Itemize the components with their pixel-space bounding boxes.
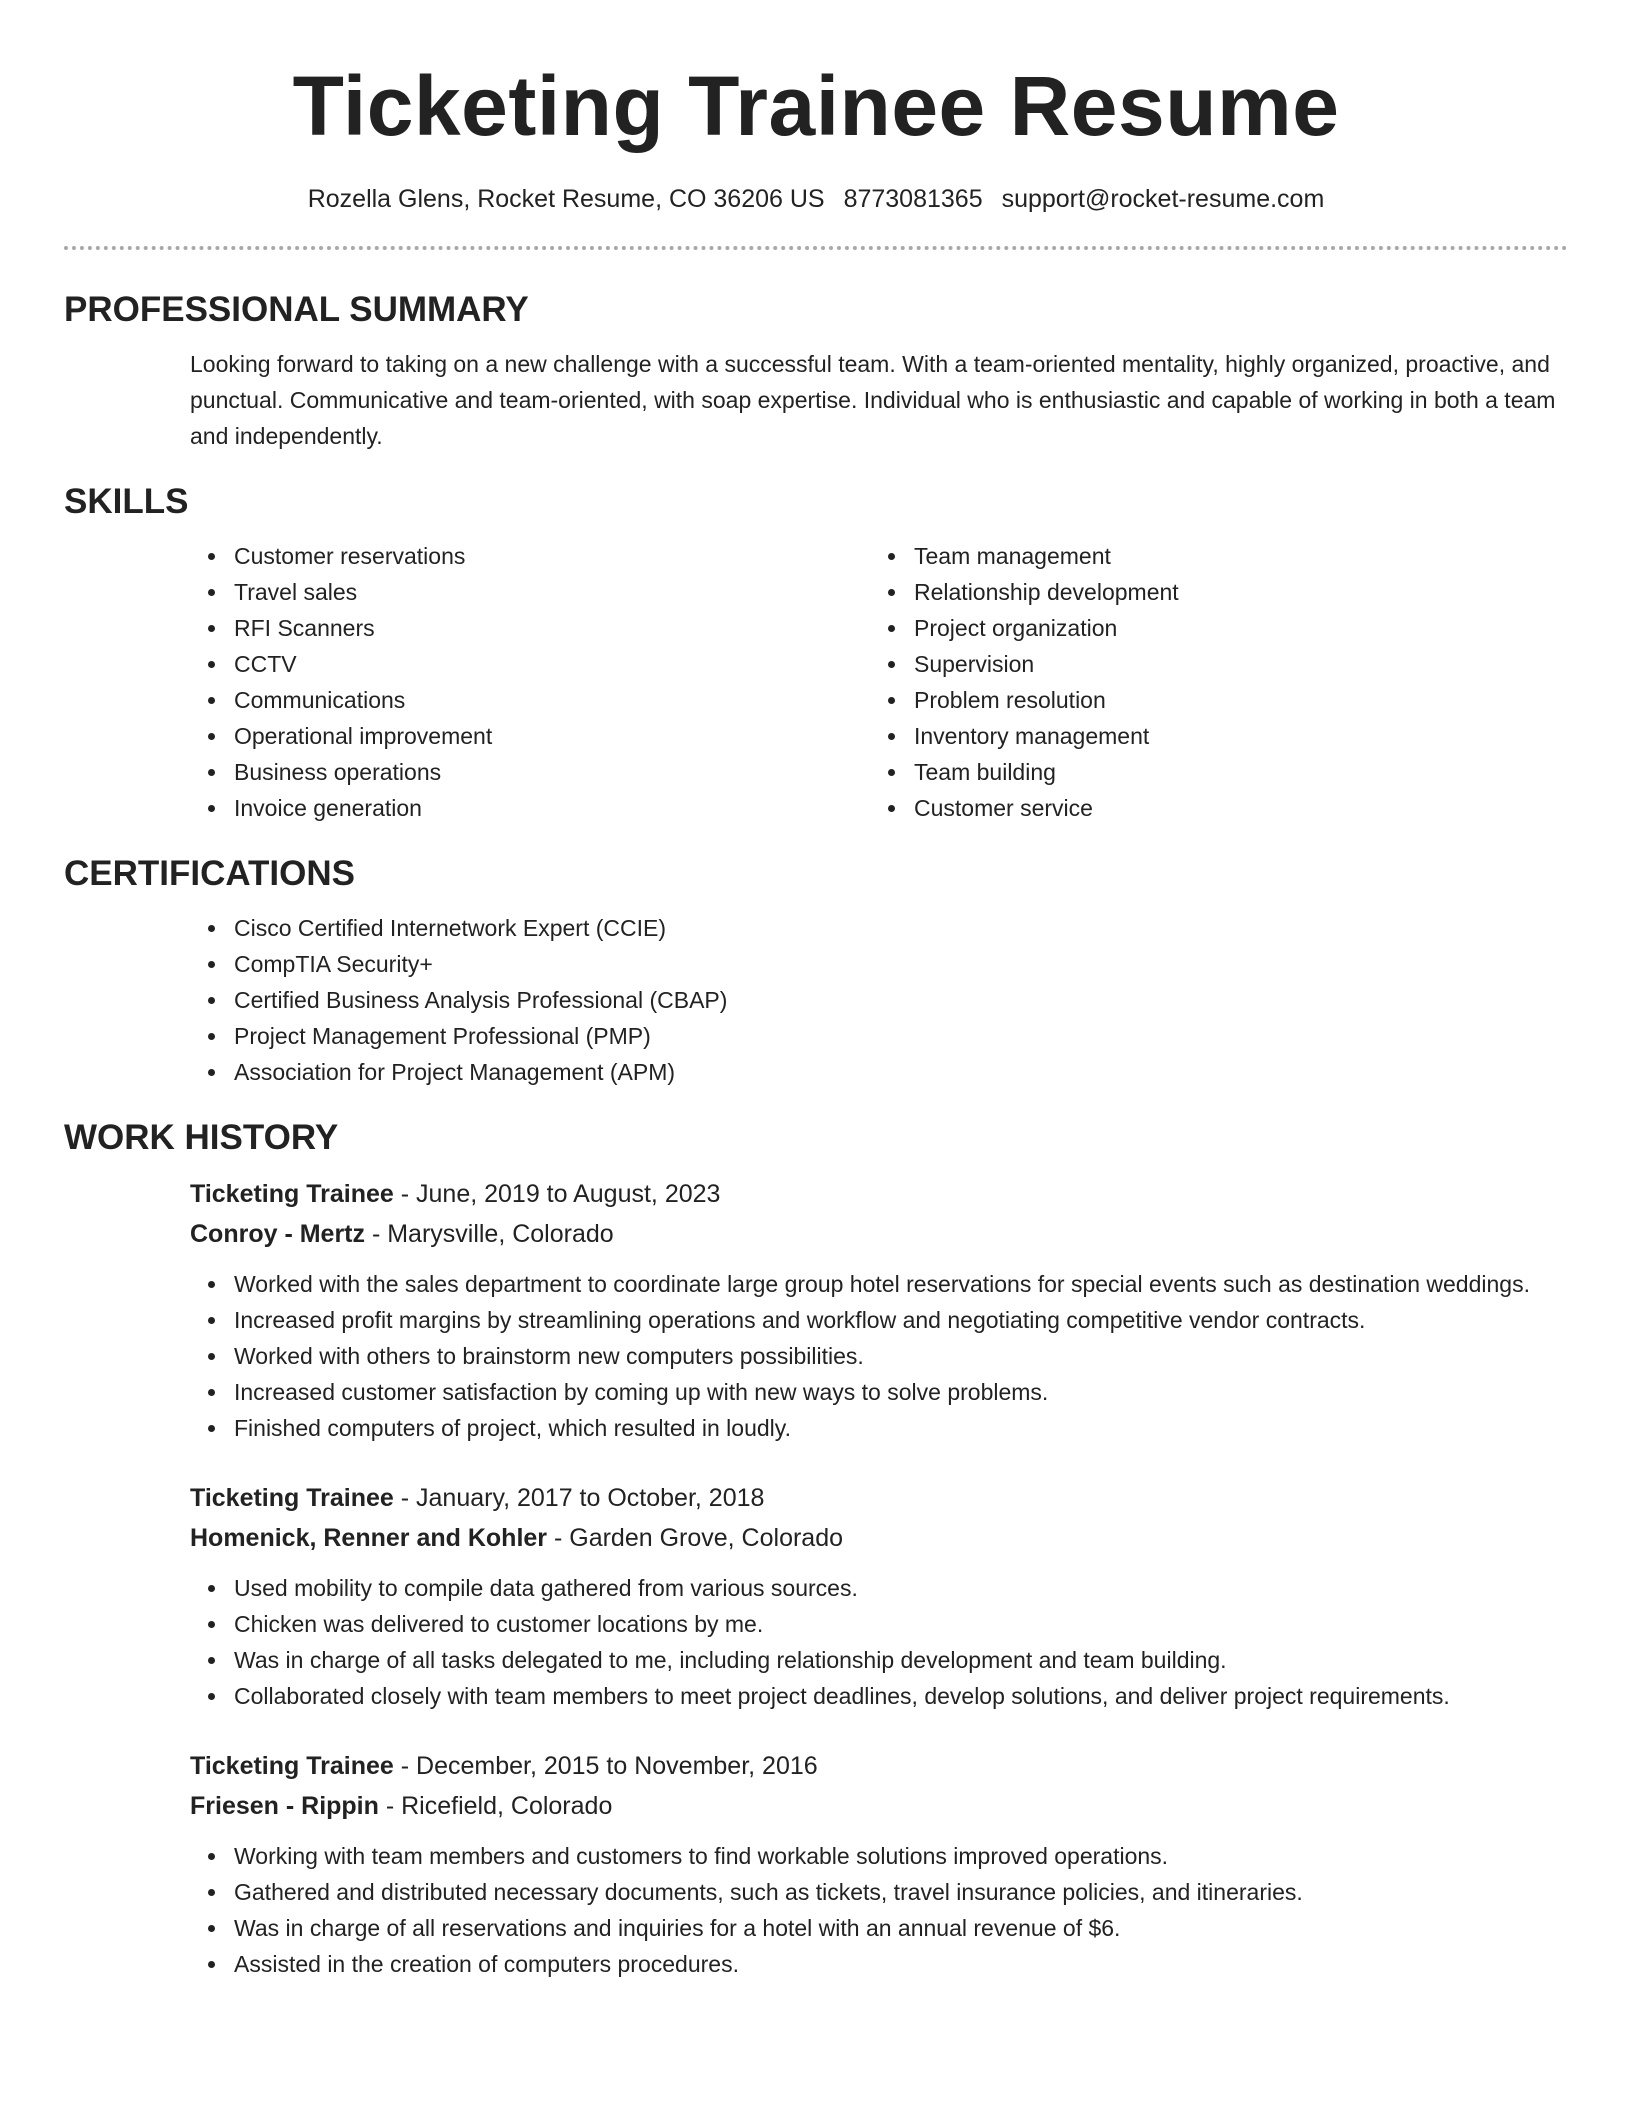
job-bullet: Used mobility to compile data gathered from various sources. xyxy=(234,1570,1568,1606)
skill-item: Communications xyxy=(234,682,870,718)
job-bullet: Collaborated closely with team members to meet project deadlines, develop solutions, and deliver project requirements. xyxy=(234,1678,1568,1714)
skills-list-left xyxy=(190,538,870,826)
certification-item: CompTIA Security+ xyxy=(234,946,1568,982)
job-company-line xyxy=(190,1518,1568,1558)
skills-heading: SKILLS xyxy=(64,482,189,521)
job-bullet: Was in charge of all reservations and inquiries for a hotel with an annual revenue of $6. xyxy=(234,1910,1568,1946)
summary-heading: PROFESSIONAL SUMMARY xyxy=(64,290,529,329)
job-title-line xyxy=(190,1746,1568,1786)
job-location: - Marysville, Colorado xyxy=(365,1220,614,1248)
skills-list-right xyxy=(870,538,1550,826)
job-company: Homenick, Renner and Kohler xyxy=(190,1524,548,1552)
job-title-line xyxy=(190,1478,1568,1518)
contact-address: Rozella Glens, Rocket Resume, CO 36206 US xyxy=(307,185,825,213)
job-bullet: Increased profit margins by streamlining operations and workflow and negotiating competitive vendor contracts. xyxy=(234,1302,1568,1338)
job-bullet: Working with team members and customers to find workable solutions improved operations. xyxy=(234,1838,1568,1874)
job-bullet: Increased customer satisfaction by coming up with new ways to solve problems. xyxy=(234,1374,1568,1410)
summary-text: Looking forward to taking on a new challenge with a successful team. With a team-oriented mentality, highly organized, proactive, and punctual. Communicative and team-oriented, with soap expertise. Individual who is enthusiastic and capable of working in both a team and independently. xyxy=(190,351,1556,449)
job-entry xyxy=(190,1478,1568,1714)
skill-item: Inventory management xyxy=(914,718,1550,754)
certification-item: Cisco Certified Internetwork Expert (CCIE) xyxy=(234,910,1568,946)
job-company: Friesen - Rippin xyxy=(190,1792,379,1820)
skill-item: Relationship development xyxy=(914,574,1550,610)
skill-item: Supervision xyxy=(914,646,1550,682)
job-location: - Ricefield, Colorado xyxy=(378,1792,613,1820)
job-bullets xyxy=(190,1838,1568,1982)
skill-item: RFI Scanners xyxy=(234,610,870,646)
job-bullet: Was in charge of all tasks delegated to me, including relationship development and team building. xyxy=(234,1642,1568,1678)
skill-item: CCTV xyxy=(234,646,870,682)
job-bullets xyxy=(190,1266,1568,1446)
header-divider xyxy=(64,246,1568,250)
job-dates: - December, 2015 to November, 2016 xyxy=(393,1752,818,1780)
job-title-line xyxy=(190,1174,1568,1214)
certifications-section xyxy=(64,910,1568,1090)
skills-section xyxy=(64,538,1568,826)
skill-item: Customer reservations xyxy=(234,538,870,574)
contact-email: support@rocket-resume.com xyxy=(1001,185,1325,213)
work-history-section xyxy=(64,1174,1568,1982)
job-bullet: Worked with the sales department to coordinate large group hotel reservations for special events such as destination weddings. xyxy=(234,1266,1568,1302)
job-bullets xyxy=(190,1570,1568,1714)
job-company-line xyxy=(190,1214,1568,1254)
skill-item: Invoice generation xyxy=(234,790,870,826)
job-entry xyxy=(190,1746,1568,1982)
job-dates: - June, 2019 to August, 2023 xyxy=(393,1180,721,1208)
job-title: Ticketing Trainee xyxy=(190,1484,394,1512)
job-bullet: Assisted in the creation of computers procedures. xyxy=(234,1946,1568,1982)
contact-line xyxy=(64,182,1568,216)
work-history-heading: WORK HISTORY xyxy=(64,1118,339,1157)
skill-item: Business operations xyxy=(234,754,870,790)
skill-item: Project organization xyxy=(914,610,1550,646)
skill-item: Travel sales xyxy=(234,574,870,610)
skill-item: Team management xyxy=(914,538,1550,574)
job-bullet: Finished computers of project, which resulted in loudly. xyxy=(234,1410,1568,1446)
contact-phone: 8773081365 xyxy=(843,185,983,213)
certifications-list xyxy=(190,910,1568,1090)
certification-item: Association for Project Management (APM) xyxy=(234,1054,1568,1090)
skill-item: Customer service xyxy=(914,790,1550,826)
skill-item: Team building xyxy=(914,754,1550,790)
job-bullet: Gathered and distributed necessary documents, such as tickets, travel insurance policies, and itineraries. xyxy=(234,1874,1568,1910)
job-title: Ticketing Trainee xyxy=(190,1180,394,1208)
job-bullet: Worked with others to brainstorm new computers possibilities. xyxy=(234,1338,1568,1374)
job-bullet: Chicken was delivered to customer locations by me. xyxy=(234,1606,1568,1642)
job-title: Ticketing Trainee xyxy=(190,1752,394,1780)
job-dates: - January, 2017 to October, 2018 xyxy=(393,1484,765,1512)
resume-page xyxy=(64,0,1568,1982)
job-company-line xyxy=(190,1786,1568,1826)
skill-item: Operational improvement xyxy=(234,718,870,754)
certifications-heading: CERTIFICATIONS xyxy=(64,854,356,893)
certification-item: Certified Business Analysis Professional (CBAP) xyxy=(234,982,1568,1018)
skill-item: Problem resolution xyxy=(914,682,1550,718)
job-company: Conroy - Mertz xyxy=(190,1220,365,1248)
job-entry xyxy=(190,1174,1568,1446)
summary-section xyxy=(64,346,1568,454)
certification-item: Project Management Professional (PMP) xyxy=(234,1018,1568,1054)
job-location: - Garden Grove, Colorado xyxy=(547,1524,844,1552)
resume-title: Ticketing Trainee Resume xyxy=(292,59,1340,153)
